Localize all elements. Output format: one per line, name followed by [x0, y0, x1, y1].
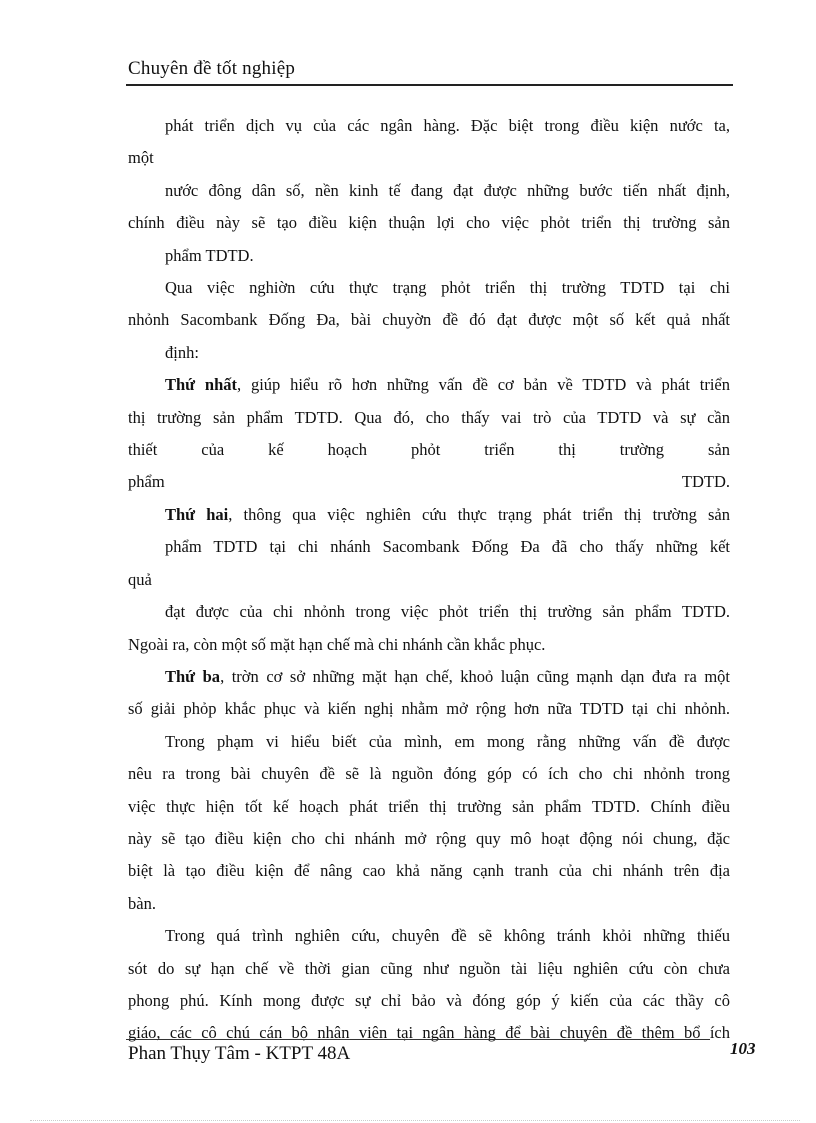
text-line: định: — [165, 342, 199, 362]
text-line: đạt được của chi nhỏnh trong việc phỏt triển thị trường sản phẩm TDTD. — [165, 602, 730, 622]
text-line: biệt là tạo điều kiện để nâng cao khả năng cạnh tranh của chi nhánh trên địa — [128, 861, 730, 881]
text-line: phẩm TDTD. — [165, 245, 254, 265]
bold-term: Thứ ba — [165, 666, 221, 686]
text-fragment: , giúp hiểu rõ hơn những vấn đề cơ bản về TDTD và phát triển — [237, 375, 730, 395]
text-line: Qua việc nghiờn cứu thực trạng phỏt triển thị trường TDTD tại chi — [165, 278, 730, 298]
text-line: bàn. — [128, 893, 156, 913]
text-line: một — [128, 148, 154, 168]
text-fragment: , thông qua việc nghiên cứu thực trạng phát triển thị trường sản — [228, 504, 730, 524]
text-line: số giải phỏp khắc phục và kiến nghị nhằm mở rộng hơn nữa TDTD tại chi nhỏnh. — [128, 699, 730, 719]
text-line: phát triển dịch vụ của các ngân hàng. Đặc biệt trong điều kiện nước ta, — [165, 116, 730, 135]
footer-author: Phan Thụy Tâm - KTPT 48A — [128, 1043, 351, 1064]
bold-term: Thứ nhất — [165, 375, 237, 395]
text-line: quả — [128, 569, 152, 589]
header-divider — [126, 84, 733, 86]
text-line: Trong phạm vi hiểu biết của mình, em mong rằng những vấn đề được — [165, 731, 730, 751]
text-line: nhỏnh Sacombank Đống Đa, bài chuyờn đề đó đạt được một số kết quả nhất — [128, 310, 730, 330]
text-line: này sẽ tạo điều kiện cho chi nhánh mở rộng quy mô hoạt động nói chung, đặc — [128, 828, 730, 848]
text-line: nước đông dân số, nền kinh tế đang đạt được những bước tiến nhất định, — [165, 180, 730, 200]
text-line — [128, 499, 730, 531]
page-header-title: Chuyên đề tốt nghiệp — [128, 58, 296, 79]
page-bottom-border — [30, 1120, 800, 1121]
text-line — [128, 661, 730, 693]
text-line: Trong quá trình nghiên cứu, chuyên đề sẽ không tránh khỏi những thiếu — [165, 926, 730, 946]
text-line: thiết của kế hoạch phỏt triển thị trường sản phẩm TDTD. — [128, 440, 730, 492]
text-line: giáo, các cô chú cán bộ nhân viên tại ngân hàng để bài chuyên đề thêm bổ ích — [128, 1023, 730, 1043]
text-line: việc thực hiện tốt kế hoạch phát triển thị trường sản phẩm TDTD. Chính điều — [128, 796, 730, 816]
body-text — [128, 110, 730, 1050]
text-fragment: , trờn cơ sở những mặt hạn chế, khoỏ luận cũng mạnh dạn đưa ra một — [220, 666, 731, 686]
text-line — [128, 369, 730, 401]
footer-divider — [126, 1039, 710, 1040]
bold-term: Thứ hai — [165, 504, 229, 524]
text-line: phẩm TDTD tại chi nhánh Sacombank Đống Đa đã cho thấy những kết — [165, 537, 730, 557]
text-line: phong phú. Kính mong được sự chỉ bảo và đóng góp ý kiến của các thầy cô — [128, 990, 730, 1010]
text-line: sót do sự hạn chế về thời gian cũng như nguồn tài liệu nghiên cứu còn chưa — [128, 958, 730, 978]
text-line: thị trường sản phẩm TDTD. Qua đó, cho thấy vai trò của TDTD và sự cần — [128, 407, 730, 427]
text-line: Ngoài ra, còn một số mặt hạn chế mà chi nhánh cần khắc phục. — [128, 634, 546, 654]
text-line: nêu ra trong bài chuyên đề sẽ là nguồn đóng góp có ích cho chi nhỏnh trong — [128, 764, 730, 784]
page-number: 103 — [730, 1039, 756, 1058]
text-line: chính điều này sẽ tạo điều kiện thuận lợi cho việc phỏt triển thị trường sản — [128, 213, 730, 233]
